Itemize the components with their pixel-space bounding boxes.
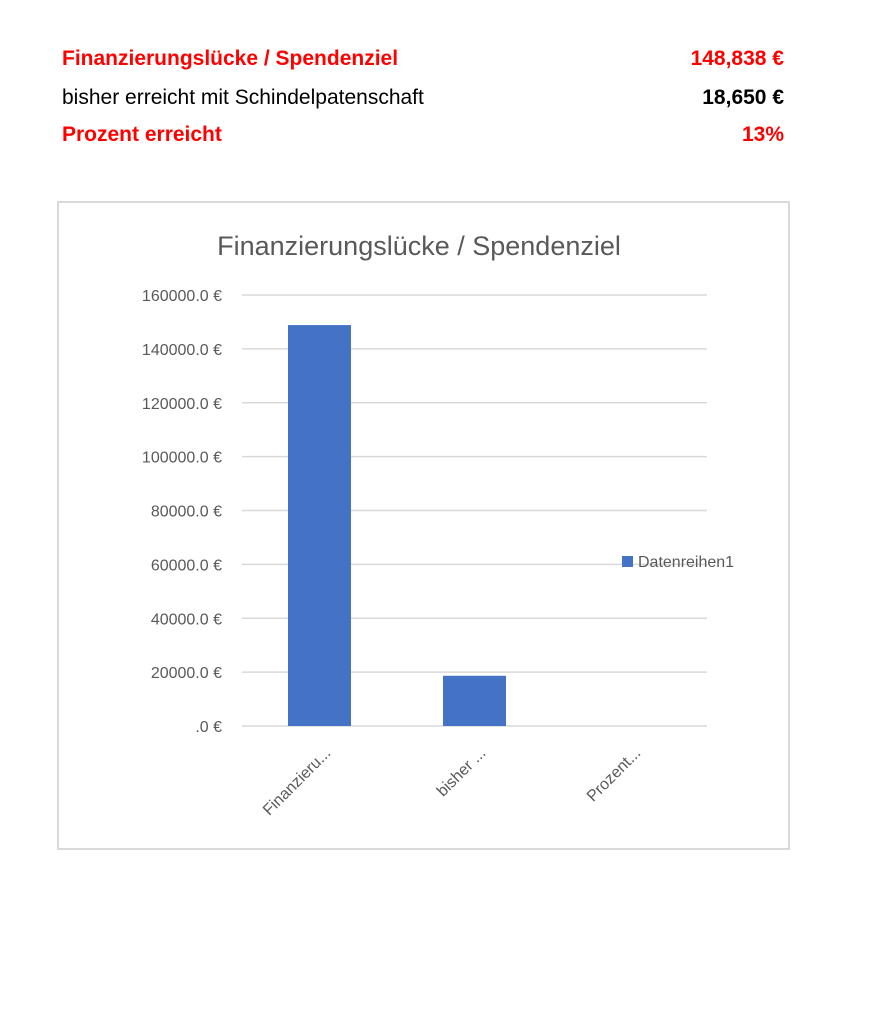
y-tick-label: 60000.0 €	[150, 557, 222, 575]
x-tick-label: Finanzieru...	[260, 744, 335, 820]
y-tick-label: 40000.0 €	[150, 611, 222, 629]
chart-frame	[57, 201, 790, 850]
achieved-value: 18,650 €	[702, 86, 784, 109]
legend-label: Datenreihen1	[638, 554, 735, 571]
y-tick-label: 80000.0 €	[150, 503, 222, 521]
chart-title: Finanzierungslücke / Spendenziel	[217, 231, 621, 261]
summary-row-funding-gap	[62, 44, 784, 74]
y-tick-label: 120000.0 €	[141, 395, 222, 413]
bar	[288, 325, 351, 726]
summary-row-percent	[62, 120, 784, 150]
bar-chart	[59, 203, 788, 848]
y-tick-label: 100000.0 €	[141, 449, 222, 467]
percent-value: 13%	[741, 123, 784, 146]
funding-gap-value: 148,838 €	[690, 47, 784, 70]
bar	[443, 676, 506, 726]
x-tick-label: bisher ...	[433, 744, 490, 801]
y-tick-label: .0 €	[195, 719, 222, 736]
x-tick-label: Prozent...	[583, 744, 645, 806]
legend-swatch	[622, 556, 633, 567]
achieved-label: bisher erreicht mit Schindelpatenschaft	[62, 86, 424, 109]
y-tick-label: 140000.0 €	[141, 341, 222, 359]
summary-row-achieved	[62, 83, 784, 113]
funding-gap-label: Finanzierungslücke / Spendenziel	[62, 47, 399, 70]
percent-label: Prozent erreicht	[62, 123, 222, 146]
y-tick-label: 20000.0 €	[150, 665, 222, 683]
y-tick-label: 160000.0 €	[141, 288, 222, 305]
